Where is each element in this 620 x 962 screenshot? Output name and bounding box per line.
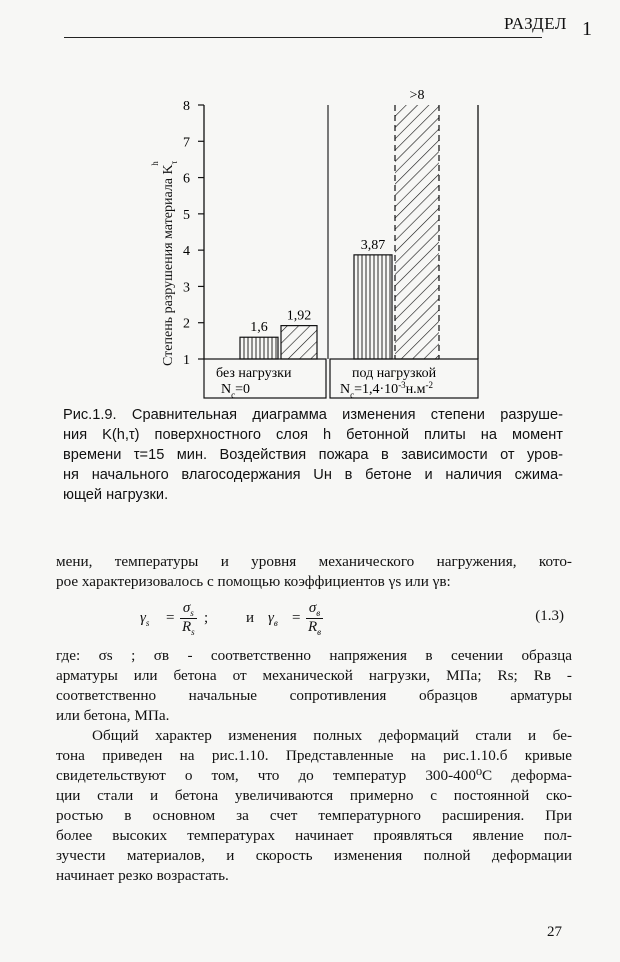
text-line: где: σs ; σв - соответственно напряжения в сечении образца bbox=[56, 647, 572, 664]
caption-line: времени τ=15 мин. Воздействия пожара в зависимости от уров- bbox=[63, 447, 563, 463]
bars bbox=[240, 88, 439, 359]
text-line: мени, температуры и уровня механического нагружения, кото- bbox=[56, 553, 572, 570]
formula-semicolon: ; bbox=[204, 610, 209, 626]
bar bbox=[354, 255, 392, 359]
y-tick-label: 4 bbox=[183, 244, 190, 260]
y-tick-label: 2 bbox=[183, 316, 190, 332]
text-line: Общий характер изменения полных деформаций стали и бе- bbox=[92, 727, 572, 744]
bar-value-label: 3,87 bbox=[360, 237, 386, 253]
caption-line: ния K(h,τ) поверхностного слоя h бетонной плиты на момент bbox=[63, 427, 563, 443]
y-tick-label: 7 bbox=[183, 135, 190, 151]
formula-1-3 bbox=[140, 600, 572, 640]
bar-value-label: 1,92 bbox=[286, 308, 312, 324]
equation-number: (1.3) bbox=[535, 608, 564, 624]
formula-gamma-s: $\gamma_s$ bbox=[140, 610, 150, 628]
text-line: или бетона, МПа. bbox=[56, 707, 170, 724]
bar-value-label: 1,6 bbox=[250, 320, 268, 336]
y-tick-label: 8 bbox=[183, 99, 190, 114]
bar bbox=[240, 337, 278, 359]
page-number: 27 bbox=[547, 924, 562, 940]
y-tick-label: 6 bbox=[183, 171, 190, 187]
formula-frac-1: $\frac{\sigma_s}{R_s}$ bbox=[182, 600, 195, 637]
y-axis-label: Степень разрушения материала $K_\tau h$ bbox=[150, 160, 179, 366]
text-line: арматуры или бетона от механической нагрузки, МПа; Rs; Rв - bbox=[56, 667, 572, 684]
paragraph-intro bbox=[56, 552, 572, 592]
caption-line: Рис.1.9. Сравнительная диаграмма изменения степени разруше- bbox=[63, 407, 563, 423]
text-line: рое характеризовалось с помощью коэффициентов γs или γв: bbox=[56, 573, 451, 590]
group2-label-1: под нагрузкой bbox=[352, 366, 437, 381]
text-line: тона приведен на рис.1.10. Представленные на рис.1.10.б кривые bbox=[56, 747, 572, 764]
section-number: 1 bbox=[582, 18, 592, 40]
figure-caption bbox=[63, 405, 563, 505]
text-line: более высоких температурах начинает проявляться явление пол- bbox=[56, 827, 572, 844]
bar-chart bbox=[140, 88, 500, 408]
text-line: свидетельствуют о том, что до температур 300-400⁰С деформа- bbox=[56, 767, 572, 784]
bar bbox=[281, 326, 317, 359]
formula-gamma-v: $\gamma_в$ bbox=[268, 610, 278, 628]
formula-eq-2: = bbox=[292, 610, 301, 626]
paragraph-deformations bbox=[56, 726, 572, 886]
group2-label-2: $N_c=1,4\cdot 10^{-3}н.м^{-2}$ bbox=[340, 380, 434, 400]
group1-label-1: без нагрузки bbox=[216, 366, 292, 381]
formula-eq-1: = bbox=[166, 610, 175, 626]
y-tick-label: 1 bbox=[183, 353, 190, 368]
header-rule bbox=[64, 37, 542, 38]
text-line: начинает резко возрастать. bbox=[56, 867, 229, 884]
bar-value-label: >8 bbox=[409, 88, 425, 103]
text-line: ростью в основном за счет температурного расширения. При bbox=[56, 807, 572, 824]
section-label: РАЗДЕЛ bbox=[504, 14, 567, 33]
group1-label-2: $N_c=0$ bbox=[221, 382, 251, 400]
text-line: соответственно начальные сопротивления образцов арматуры bbox=[56, 687, 572, 704]
text-line: зучести материалов, и скорость изменения полной деформации bbox=[56, 847, 572, 864]
bar bbox=[395, 105, 439, 359]
caption-line: ня начального влагосодержания Uн в бетоне и наличия сжима- bbox=[63, 467, 563, 483]
y-tick-label: 5 bbox=[183, 207, 190, 223]
formula-frac-2: $\sigma_в$ $R_в$ bbox=[308, 600, 322, 637]
formula-and: и bbox=[246, 610, 255, 626]
text-line: ции стали и бетона увеличиваются примерно с постоянной ско- bbox=[56, 787, 572, 804]
caption-line: ющей нагрузки. bbox=[63, 487, 169, 503]
y-tick-label: 3 bbox=[183, 280, 190, 296]
paragraph-definitions bbox=[56, 646, 572, 726]
